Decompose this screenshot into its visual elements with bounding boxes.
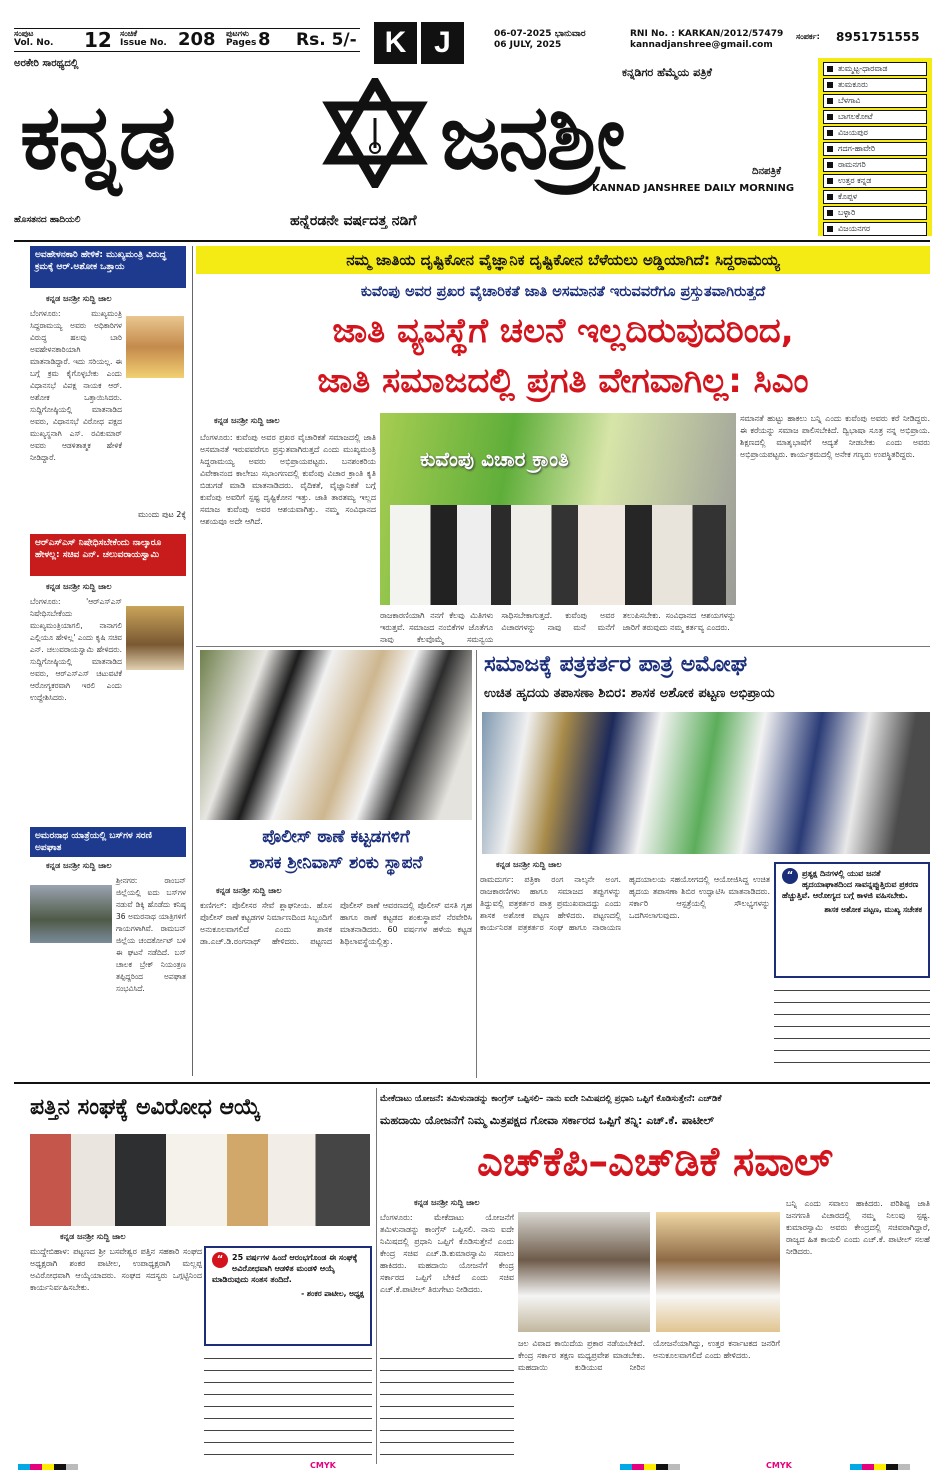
quote-author: ಶಾಸಕ ಅಶೋಕ ಪಟ್ಟಣ, ಮುಖ್ಯ ಸಚೇತಕ bbox=[824, 905, 922, 914]
sangha-text-continued bbox=[204, 1352, 372, 1462]
journalist-quote-box bbox=[774, 862, 930, 978]
story-headline: ಅವಹೇಳನಕಾರಿ ಹೇಳಿಕೆ: ಮುಖ್ಯಮಂತ್ರಿ ವಿರುದ್ಧ ಕ್ರಮಕ್ಕೆ ಆರ್.ಅಶೋಕ ಒತ್ತಾಯ bbox=[30, 246, 186, 288]
journalist-text: ರಾಮದುರ್ಗ: ಪತ್ರಿಕಾ ರಂಗ ನಾಲ್ಕನೇ ಅಂಗ. ರಾಜಕಾರಣಿಗಳು ಹಾಗೂ ಸಮಾಜದ ತಪ್ಪುಗಳನ್ನು ತಿದ್ದುವಲ್ಲಿ ಪತ್ರಕರ್ತರ ಪಾತ್ರ ಪ್ರಮುಖವಾದದ್ದು ಎಂದು ಶಾಸಕ ಅಶೋಕ ಪಟ್ಟಣ ಹೇಳಿದರು. ಪಟ್ಟಣದಲ್ಲಿ ಕಾರ್ಯನಿರತ ಪತ್ರಕರ್ತರ ಸಂಘ ಹಾಗೂ ನಾರಾಯಣ ಹೃದಯಾಲಯ ಸಹಯೋಗದಲ್ಲಿ ಆಯೋಜಿಸಿದ್ದ ಉಚಿತ ಹೃದಯ ತಪಾಸಣಾ ಶಿಬಿರ ಉದ್ಘಾಟಿಸಿ ಮಾತನಾಡಿದರು. ಸರ್ಕಾರಿ ಆಸ್ಪತ್ರೆಯಲ್ಲಿ ಸೌಲಭ್ಯಗಳನ್ನು ಒದಗಿಸಲಾಗುವುದು. bbox=[480, 875, 770, 932]
lead-subkicker: ಕುವೆಂಪು ಅವರ ಪ್ರಖರ ವೈಚಾರಿಕತೆ ಜಾತಿ ಅಸಮಾನತೆ ಇರುವವರೆಗೂ ಪ್ರಸ್ತುತವಾಗಿರುತ್ತದೆ bbox=[360, 284, 766, 300]
color-bar bbox=[18, 1464, 78, 1470]
police-photo bbox=[200, 650, 472, 820]
hkp-text-col2: ಜಲ ವಿವಾದ ಕಾಯಿದೆಯ ಪ್ರಕಾರ ನಡೆಯಬೇಕಿದೆ. ಕೇಂದ್ರ ಸರ್ಕಾರ ತಕ್ಷಣ ಮಧ್ಯಪ್ರವೇಶ ಮಾಡಬೇಕು. ಮಹದಾಯಿ ಕುಡಿಯುವ ನೀರಿನ ಯೋಜನೆಯಾಗಿದ್ದು, ಉತ್ತರ ಕರ್ನಾಟಕದ ಜನರಿಗೆ ಅನುಕೂಲವಾಗಲಿದೆ ಎಂದು ಹೇಳಿದರು. bbox=[518, 1339, 780, 1372]
story-byline: ಕನ್ನಡ ಜನಶ್ರೀ ಸುದ್ದಿ ಜಾಲ bbox=[46, 861, 112, 870]
slogan-left: ಹೊಸತನದ ಹಾದಿಯಲಿ bbox=[14, 215, 81, 225]
sangha-byline: ಕನ್ನಡ ಜನಶ್ರೀ ಸುದ್ದಿ ಜಾಲ bbox=[60, 1232, 126, 1241]
police-text: ಕುಣಿಗಲ್: ಪೊಲೀಸರ ಸೇವೆ ಶ್ಲಾಘನೀಯ. ಹೊಸ ಪೊಲೀಸ್ ಠಾಣೆ ಕಟ್ಟಡಗಳ ನಿರ್ಮಾಣದಿಂದ ಸಿಬ್ಬಂದಿಗೆ ಅನುಕೂಲವಾಗಲಿದೆ ಎಂದು ಶಾಸಕ ಡಾ.ಎಚ್.ಡಿ.ರಂಗನಾಥ್ ಹೇಳಿದರು. ಪಟ್ಟಣದ ಪೊಲೀಸ್ ಠಾಣೆ ಆವರಣದಲ್ಲಿ ಪೊಲೀಸ್ ವಸತಿ ಗೃಹ ಹಾಗೂ ಠಾಣೆ ಕಟ್ಟಡದ ಶಂಕುಸ್ಥಾಪನೆ ನೆರವೇರಿಸಿ ಮಾತನಾಡಿದರು. 60 ವರ್ಷಗಳ ಹಳೆಯ ಕಟ್ಟಡ ಶಿಥಿಲಾವಸ್ಥೆಯಲ್ಲಿತ್ತು. bbox=[200, 901, 472, 946]
sangha-text: ಮುದ್ದೇಬಿಹಾಳ: ಪಟ್ಟಣದ ಶ್ರೀ ಬಸವೇಶ್ವರ ಪತ್ತಿನ ಸಹಕಾರಿ ಸಂಘದ ಅಧ್ಯಕ್ಷರಾಗಿ ಶಂಕರ ಪಾಟೀಲ, ಉಪಾಧ್ಯಕ್ಷರಾಗಿ ಮಲ್ಲಪ್ಪ ಅವಿರೋಧವಾಗಿ ಆಯ್ಕೆಯಾದರು. ಸಂಘದ ಸದಸ್ಯರು ಒಗ್ಗಟ್ಟಿನಿಂದ ಕಾರ್ಯನಿರ್ವಹಿಸಬೇಕು. bbox=[30, 1247, 202, 1292]
daily-label: ದಿನಪತ್ರಿಕೆ bbox=[752, 166, 782, 177]
sangha-photo bbox=[30, 1134, 370, 1226]
journalist-byline: ಕನ್ನಡ ಜನಶ್ರೀ ಸುದ್ದಿ ಜಾಲ bbox=[496, 860, 562, 869]
photo-people bbox=[390, 505, 726, 605]
pages-value: 8 bbox=[258, 29, 271, 50]
lead-text-col2: ರಾಜಕಾರಣಿಯಾಗಿ ನನಗೆ ಕೆಲವು ಮಿತಿಗಳು ಇರುತ್ತವೆ. ಸಮಾಜದ ನಂಬಿಕೆಗಳ ಜೊತೆಗೂ ನಾವು ಕೆಲವೊಮ್ಮೆ ಸಮನ್ವಯ ಸಾಧಿಸಬೇಕಾಗುತ್ತದೆ. ಕುವೆಂಪು ಅವರ ವಿಚಾರಗಳನ್ನು ನಾವು ಮನೆ ಮನೆಗೆ ತಲುಪಿಸಬೇಕು. ಸಂವಿಧಾನದ ಆಶಯಗಳನ್ನು ಜಾರಿಗೆ ತರುವುದು ನಮ್ಮ ಕರ್ತವ್ಯ ಎಂದರು. bbox=[380, 611, 736, 644]
journalist-text-continued bbox=[774, 984, 930, 1074]
quote-icon: “ bbox=[782, 868, 798, 884]
story-byline: ಕನ್ನಡ ಜನಶ್ರೀ ಸುದ್ದಿ ಜಾಲ bbox=[46, 294, 112, 303]
hkp-kicker1: ಮೇಕೆದಾಟು ಯೋಜನೆ: ತಮಿಳುನಾಡನ್ನು ಕಾಂಗ್ರೆಸ್ ಒಪ್ಪಿಸಲಿ– ನಾನು ಐದೇ ನಿಮಿಷದಲ್ಲಿ ಪ್ರಧಾನಿ ಒಪ್ಪಿಗೆ ಕೊಡಿಸುತ್ತೇನೆ: ಎಚ್‌ಡಿಕೆ bbox=[380, 1094, 722, 1104]
hdk-photo bbox=[518, 1212, 650, 1332]
volume-value: 12 bbox=[84, 28, 112, 52]
hkp-photo bbox=[656, 1212, 780, 1332]
edition-item: ತುಮ್ಮಟ್ಟ-ಧಾರವಾಡ bbox=[823, 62, 927, 76]
paper-title-right: ಜನಶ್ರೀ bbox=[440, 85, 624, 190]
sangha-quote-box bbox=[204, 1246, 372, 1346]
hkp-byline: ಕನ್ನಡ ಜನಶ್ರೀ ಸುದ್ದಿ ಜಾಲ bbox=[414, 1198, 480, 1207]
price: Rs. 5/- bbox=[296, 30, 357, 50]
story-byline: ಕನ್ನಡ ಜನಶ್ರೀ ಸುದ್ದಿ ಜಾಲ bbox=[46, 582, 112, 591]
hkp-text-col3: ಬನ್ನಿ ಎಂದು ಸವಾಲು ಹಾಕಿದರು. ಪರಿಶಿಷ್ಟ ಜಾತಿ ಜನಗಣತಿ ವಿಚಾರದಲ್ಲಿ ನಮ್ಮ ನಿಲುವು ಸ್ಪಷ್ಟ. ಕುಮಾರಸ್ವಾಮಿ ಅವರು ಕೇಂದ್ರದಲ್ಲಿ ಸಚಿವರಾಗಿದ್ದಾರೆ, ರಾಜ್ಯದ ಹಿತ ಕಾಯಲಿ ಎಂದು ಎಚ್.ಕೆ. ಪಾಟೀಲ್ ಸಲಹೆ ನೀಡಿದರು. bbox=[786, 1199, 930, 1256]
lead-kicker: ನಮ್ಮ ಜಾತಿಯ ದೃಷ್ಟಿಕೋನ ವೈಜ್ಞಾನಿಕ ದೃಷ್ಟಿಕೋನ ಬೆಳೆಯಲು ಅಡ್ಡಿಯಾಗಿದೆ: ಸಿದ್ದರಾಮಯ್ಯ bbox=[196, 246, 930, 274]
sangha-headline: ಪತ್ತಿನ ಸಂಘಕ್ಕೆ ಅವಿರೋಧ ಆಯ್ಕೆ bbox=[30, 1095, 261, 1120]
edition-item: ವಿಜಯಪುರ bbox=[823, 126, 927, 140]
edition-item: ಬಾಗಲಕೋಟೆ bbox=[823, 110, 927, 124]
accident-photo bbox=[30, 885, 112, 943]
edition-item: ಬಳ್ಳಾರಿ bbox=[823, 206, 927, 220]
color-bar bbox=[620, 1464, 680, 1470]
lead-headline-line1: ಜಾತಿ ವ್ಯವಸ್ಥೆಗೆ ಚಲನೆ ಇಲ್ಲದಿರುವುದರಿಂದ, bbox=[332, 311, 794, 351]
journalist-photo bbox=[482, 712, 930, 854]
journalist-subhead: ಉಚಿತ ಹೃದಯ ತಪಾಸಣಾ ಶಿಬಿರ: ಶಾಸಕ ಅಶೋಕ ಪಟ್ಟಣ ಅಭಿಪ್ರಾಯ bbox=[484, 686, 775, 701]
edition-item: ರಾಮನಗರಿ bbox=[823, 158, 927, 172]
quote-text: ಪ್ರತ್ಯಕ್ಷ ದಿನಗಳಲ್ಲಿ ಯುವ ಜನತೆ ಹೃದಯಾಘಾತದಿಂದ ಸಾವನ್ನಪ್ಪುತ್ತಿರುವ ಪ್ರಕರಣ ಹೆಚ್ಚುತ್ತಿವೆ. ಆರೋಗ್ಯದ ಬಗ್ಗೆ ಕಾಳಜಿ ವಹಿಸಬೇಕು. bbox=[782, 869, 919, 900]
contact-phone: 8951751555 bbox=[836, 30, 920, 44]
cmyk-mark: CMYK bbox=[766, 1461, 792, 1470]
kj-logo: K J bbox=[374, 22, 464, 64]
left-column-bottom bbox=[30, 827, 186, 1077]
section-rule bbox=[196, 646, 930, 647]
edition-item: ಬೆಳಗಾವಿ bbox=[823, 94, 927, 108]
masthead-divider bbox=[14, 240, 930, 242]
edition-item: ಗದಗ-ಹಾವೇರಿ bbox=[823, 142, 927, 156]
rni-info: RNI No. : KARKAN/2012/57479 kannadjanshree@gmail.com bbox=[630, 29, 784, 50]
lead-text-col3: ಸಮಾನತೆ ಹುಟ್ಟು ಹಾಕಲು ಬನ್ನಿ ಎಂದು ಕುವೆಂಪು ಅವರು ಕರೆ ನೀಡಿದ್ದರು. ಈ ಕರೆಯನ್ನು ಸಮಾಜ ಪಾಲಿಸಬೇಕಿದೆ. ದ್ವಿಭಾಷಾ ಸೂತ್ರ ನನ್ನ ಅಭಿಪ್ರಾಯ. ಶಿಕ್ಷಣದಲ್ಲಿ ಮಾತೃಭಾಷೆಗೆ ಆದ್ಯತೆ ನೀಡಬೇಕು ಎಂದು ಅವರು ಅಭಿಪ್ರಾಯಪಟ್ಟರು. ಕಾರ್ಯಕ್ರಮದಲ್ಲಿ ಅನೇಕ ಗಣ್ಯರು ಉಪಸ್ಥಿತರಿದ್ದರು. bbox=[740, 414, 930, 459]
left-column bbox=[30, 246, 186, 821]
continue-link[interactable]: ಮುಂದು ಪುಟ 2ಕ್ಕೆ bbox=[138, 510, 186, 519]
story-text: ಶ್ರೀನಗರ: ರಾಂಬನ್ ಜಿಲ್ಲೆಯಲ್ಲಿ ಐದು ಬಸ್‌ಗಳ ನಡುವೆ ಡಿಕ್ಕಿ ಹೊಡೆದು ಕನಿಷ್ಠ 36 ಅಮರನಾಥ ಯಾತ್ರಿಗಳಿಗೆ ಗಾಯಗಳಾಗಿವೆ. ರಾಮಬನ್ ಜಿಲ್ಲೆಯ ಚಂದರ್ಕೋಟ್ ಬಳಿ ಈ ಘಟನೆ ನಡೆದಿದೆ. ಬಸ್ ಚಾಲಕ ಬ್ರೇಕ್ ನಿಯಂತ್ರಣ ತಪ್ಪಿದ್ದರಿಂದ ಅಪಘಾತ ಸಂಭವಿಸಿದೆ. bbox=[116, 876, 186, 993]
lead-headline-line2: ಜಾತಿ ಸಮಾಜದಲ್ಲಿ ಪ್ರಗತಿ ವೇಗವಾಗಿಲ್ಲ: ಸಿಎಂ bbox=[317, 361, 809, 401]
police-headline-line2: ಶಾಸಕ ಶ್ರೀನಿವಾಸ್ ಶಂಕು ಸ್ಥಾಪನೆ bbox=[249, 853, 423, 873]
issue-number: ಸಂಚಿಕೆ Issue No. bbox=[120, 29, 167, 48]
hkp-kicker2: ಮಹದಾಯಿ ಯೋಜನೆಗೆ ನಿಮ್ಮ ಮಿತ್ರಪಕ್ಷದ ಗೋವಾ ಸರ್ಕಾರದ ಒಪ್ಪಿಗೆ ತನ್ನಿ: ಎಚ್.ಕೆ. ಪಾಟೀಲ್ bbox=[380, 1114, 714, 1127]
motto: ಹನ್ನೆರಡನೇ ವರ್ಷದತ್ತ ನಡಿಗೆ bbox=[290, 213, 417, 229]
edition-item: ತುಮಕೂರು bbox=[823, 78, 927, 92]
masthead bbox=[0, 0, 945, 240]
police-byline: ಕನ್ನಡ ಜನಶ್ರೀ ಸುದ್ದಿ ಜಾಲ bbox=[216, 886, 282, 895]
story-headline: ಅಮರನಾಥ ಯಾತ್ರೆಯಲ್ಲಿ ಬಸ್‌ಗಳ ಸರಣಿ ಅಪಘಾತ bbox=[30, 827, 186, 857]
minister-photo bbox=[126, 606, 184, 670]
lead-photo bbox=[380, 413, 736, 605]
edition-item: ಉತ್ತರ ಕನ್ನಡ bbox=[823, 174, 927, 188]
story-headline: ಆರ್‌ಎಸ್‌ಎಸ್ ನಿಷೇಧಿಸಬೇಕೆಂದು ನಾಲ್ಕಾರೂ ಹೇಳಲ್ಲ: ಸಚಿವ ಎನ್. ಚಲುವರಾಯಸ್ವಾಮಿ bbox=[30, 534, 186, 576]
star-emblem-icon bbox=[320, 78, 430, 188]
editions-list bbox=[818, 58, 932, 236]
volume-number: ಸಂಪುಟ Vol. No. bbox=[14, 29, 54, 48]
police-headline-line1: ಪೊಲೀಸ್ ಠಾಣೆ ಕಟ್ಟಡಗಳಿಗೆ bbox=[262, 827, 410, 847]
page-count: ಪುಟಗಳು Pages bbox=[226, 29, 257, 48]
hkp-headline: ಎಚ್‌ಕೆಪಿ–ಎಚ್‌ಡಿಕೆ ಸವಾಲ್ bbox=[477, 1139, 833, 1185]
edition-item: ವಿಜಯನಗರ bbox=[823, 222, 927, 236]
journalist-headline: ಸಮಾಜಕ್ಕೆ ಪತ್ರಕರ್ತರ ಪಾತ್ರ ಅಮೋಘ bbox=[484, 652, 748, 677]
color-bar bbox=[850, 1464, 910, 1470]
quote-icon: “ bbox=[212, 1252, 228, 1268]
section-rule bbox=[14, 1082, 930, 1084]
column-rule bbox=[476, 650, 477, 1078]
photo-banner-text: ಕುವೆಂಪು ವಿಚಾರ ಕ್ರಾಂತಿ bbox=[420, 447, 569, 471]
column-rule bbox=[192, 246, 193, 1076]
issue-value: 208 bbox=[178, 29, 216, 50]
column-rule bbox=[376, 1088, 377, 1464]
quote-author: - ಶಂಕರ ಪಾಟೀಲ, ಅಧ್ಯಕ್ಷ bbox=[301, 1289, 364, 1298]
hkp-text-continued bbox=[380, 1352, 514, 1464]
tagline-left: ಅರಕೇರಿ ಸಾರಥ್ಯದಲ್ಲಿ bbox=[14, 58, 79, 69]
lead-text-col1: ಬೆಂಗಳೂರು: ಕುವೆಂಪು ಅವರ ಪ್ರಖರ ವೈಚಾರಿಕತೆ ಸಮಾಜದಲ್ಲಿ ಜಾತಿ ಅಸಮಾನತೆ ಇರುವವರೆಗೂ ಪ್ರಸ್ತುತವಾಗಿರುತ್ತದೆ ಎಂದು ಮುಖ್ಯಮಂತ್ರಿ ಸಿದ್ದರಾಮಯ್ಯ ಅವರು ಅಭಿಪ್ರಾಯಪಟ್ಟರು. ಬನಶಂಕರಿಯ ವಿವೇಕಾನಂದ ಕಾಲೇಜು ಸಭಾಂಗಣದಲ್ಲಿ ಕುವೆಂಪು ವಿಚಾರ ಕ್ರಾಂತಿ ಕೃತಿ ಬಿಡುಗಡೆ ಮಾಡಿ ಮಾತನಾಡಿದರು. ವೈದಿಕತೆ, ವೈಜ್ಞಾನಿಕತೆ ಬಗ್ಗೆ ಕುವೆಂಪು ಅವರಿಗೆ ಸ್ಪಷ್ಟ ದೃಷ್ಟಿಕೋನ ಇತ್ತು. ಜಾತಿ ತಾರತಮ್ಯ ಇಲ್ಲದ ಸಮಾಜ ಕುವೆಂಪು ಅವರ ಆಶಯವಾಗಿತ್ತು. ನಮ್ಮ ಸಂವಿಧಾನದ ಆಶಯವೂ ಅದೇ ಆಗಿದೆ. bbox=[200, 433, 376, 526]
english-name: KANNAD JANSHREE DAILY MORNING bbox=[592, 183, 795, 194]
hkp-text-col1: ಬೆಂಗಳೂರು: ಮೇಕೆದಾಟು ಯೋಜನೆಗೆ ತಮಿಳುನಾಡನ್ನು ಕಾಂಗ್ರೆಸ್ ಒಪ್ಪಿಸಲಿ. ನಾನು ಐದೇ ನಿಮಿಷದಲ್ಲಿ ಪ್ರಧಾನಿ ಒಪ್ಪಿಗೆ ಕೊಡಿಸುತ್ತೇನೆ ಎಂದು ಕೇಂದ್ರ ಸಚಿವ ಎಚ್.ಡಿ.ಕುಮಾರಸ್ವಾಮಿ ಸವಾಲು ಹಾಕಿದರು. ಮಹದಾಯಿ ಯೋಜನೆಗೆ ಕೇಂದ್ರ ಸರ್ಕಾರದ ಒಪ್ಪಿಗೆ ಬೇಕಿದೆ ಎಂದು ಸಚಿವ ಎಚ್.ಕೆ.ಪಾಟೀಲ್ ತಿರುಗೇಟು ನೀಡಿದರು. bbox=[380, 1213, 514, 1294]
paper-title-left: ಕನ್ನಡ bbox=[20, 85, 175, 190]
tagline-right: ಕನ್ನಡಿಗರ ಹೆಮ್ಮೆಯ ಪತ್ರಿಕೆ bbox=[622, 66, 712, 79]
edition-item: ಕೊಪ್ಪಳ bbox=[823, 190, 927, 204]
quote-text: 25 ವರ್ಷಗಳ ಹಿಂದೆ ಆರಂಭಗೊಂಡ ಈ ಸಂಘಕ್ಕೆ ಅವಿರೋಧವಾಗಿ ಆಡಳಿತ ಮಂಡಳಿ ಆಯ್ಕೆ ಮಾಡಿರುವುದು ಸಂತಸ ತಂದಿದೆ. bbox=[212, 1253, 358, 1284]
ashoka-photo bbox=[126, 316, 184, 378]
issue-date: 06-07-2025 ಭಾನುವಾರ 06 JULY, 2025 bbox=[494, 29, 586, 50]
story-text: ಬೆಂಗಳೂರು: 'ಆರ್‌ಎಸ್‌ಎಸ್ ನಿಷೇಧಿಸಬೇಕೆಂದು ಮುಖ್ಯಮಂತ್ರಿಯಾಗಲಿ, ನಾನಾಗಲಿ ಎಲ್ಲಿಯೂ ಹೇಳಿಲ್ಲ' ಎಂದು ಕೃಷಿ ಸಚಿವ ಎನ್. ಚಲುವರಾಯಸ್ವಾಮಿ ಹೇಳಿದರು. ಸುದ್ದಿಗೋಷ್ಠಿಯಲ್ಲಿ ಮಾತನಾಡಿದ ಅವರು, ಆರ್‌ಎಸ್‌ಎಸ್ ಚಟುವಟಿಕೆ ಆರೋಗ್ಯಕರವಾಗಿ ಇರಲಿ ಎಂದು ಉದ್ದೇಶಿಸಿದರು. bbox=[30, 597, 122, 702]
cmyk-mark: CMYK bbox=[310, 1461, 336, 1470]
contact-label: ಸಂಪರ್ಕ: bbox=[796, 32, 820, 41]
story-text: ಬೆಂಗಳೂರು: ಮುಖ್ಯಮಂತ್ರಿ ಸಿದ್ದರಾಮಯ್ಯ ಅವರು ಅಧಿಕಾರಿಗಳ ವಿರುದ್ಧ ಹಲವು ಬಾರಿ ಅವಹೇಳನಕಾರಿಯಾಗಿ ಮಾತನಾಡಿದ್ದಾರೆ. ಇದು ಸರಿಯಲ್ಲ. ಈ ಬಗ್ಗೆ ಕ್ರಮ ಕೈಗೊಳ್ಳಬೇಕು ಎಂದು ವಿಧಾನಸಭೆ ವಿಪಕ್ಷ ನಾಯಕ ಆರ್. ಅಶೋಕ ಒತ್ತಾಯಿಸಿದರು. ಸುದ್ದಿಗೋಷ್ಠಿಯಲ್ಲಿ ಮಾತನಾಡಿದ ಅವರು, ವಿಧಾನಸಭೆ ವಿರೋಧ ಪಕ್ಷದ ಮುಖ್ಯಸ್ಥನಾಗಿ ಎಸ್. ರವಿಕುಮಾರ್ ಅವರು ಆಡಳಿತಾತ್ಮಕ ಹೇಳಿಕೆ ನೀಡಿದ್ದಾರೆ. bbox=[30, 309, 122, 462]
lead-byline: ಕನ್ನಡ ಜನಶ್ರೀ ಸುದ್ದಿ ಜಾಲ bbox=[214, 416, 280, 425]
